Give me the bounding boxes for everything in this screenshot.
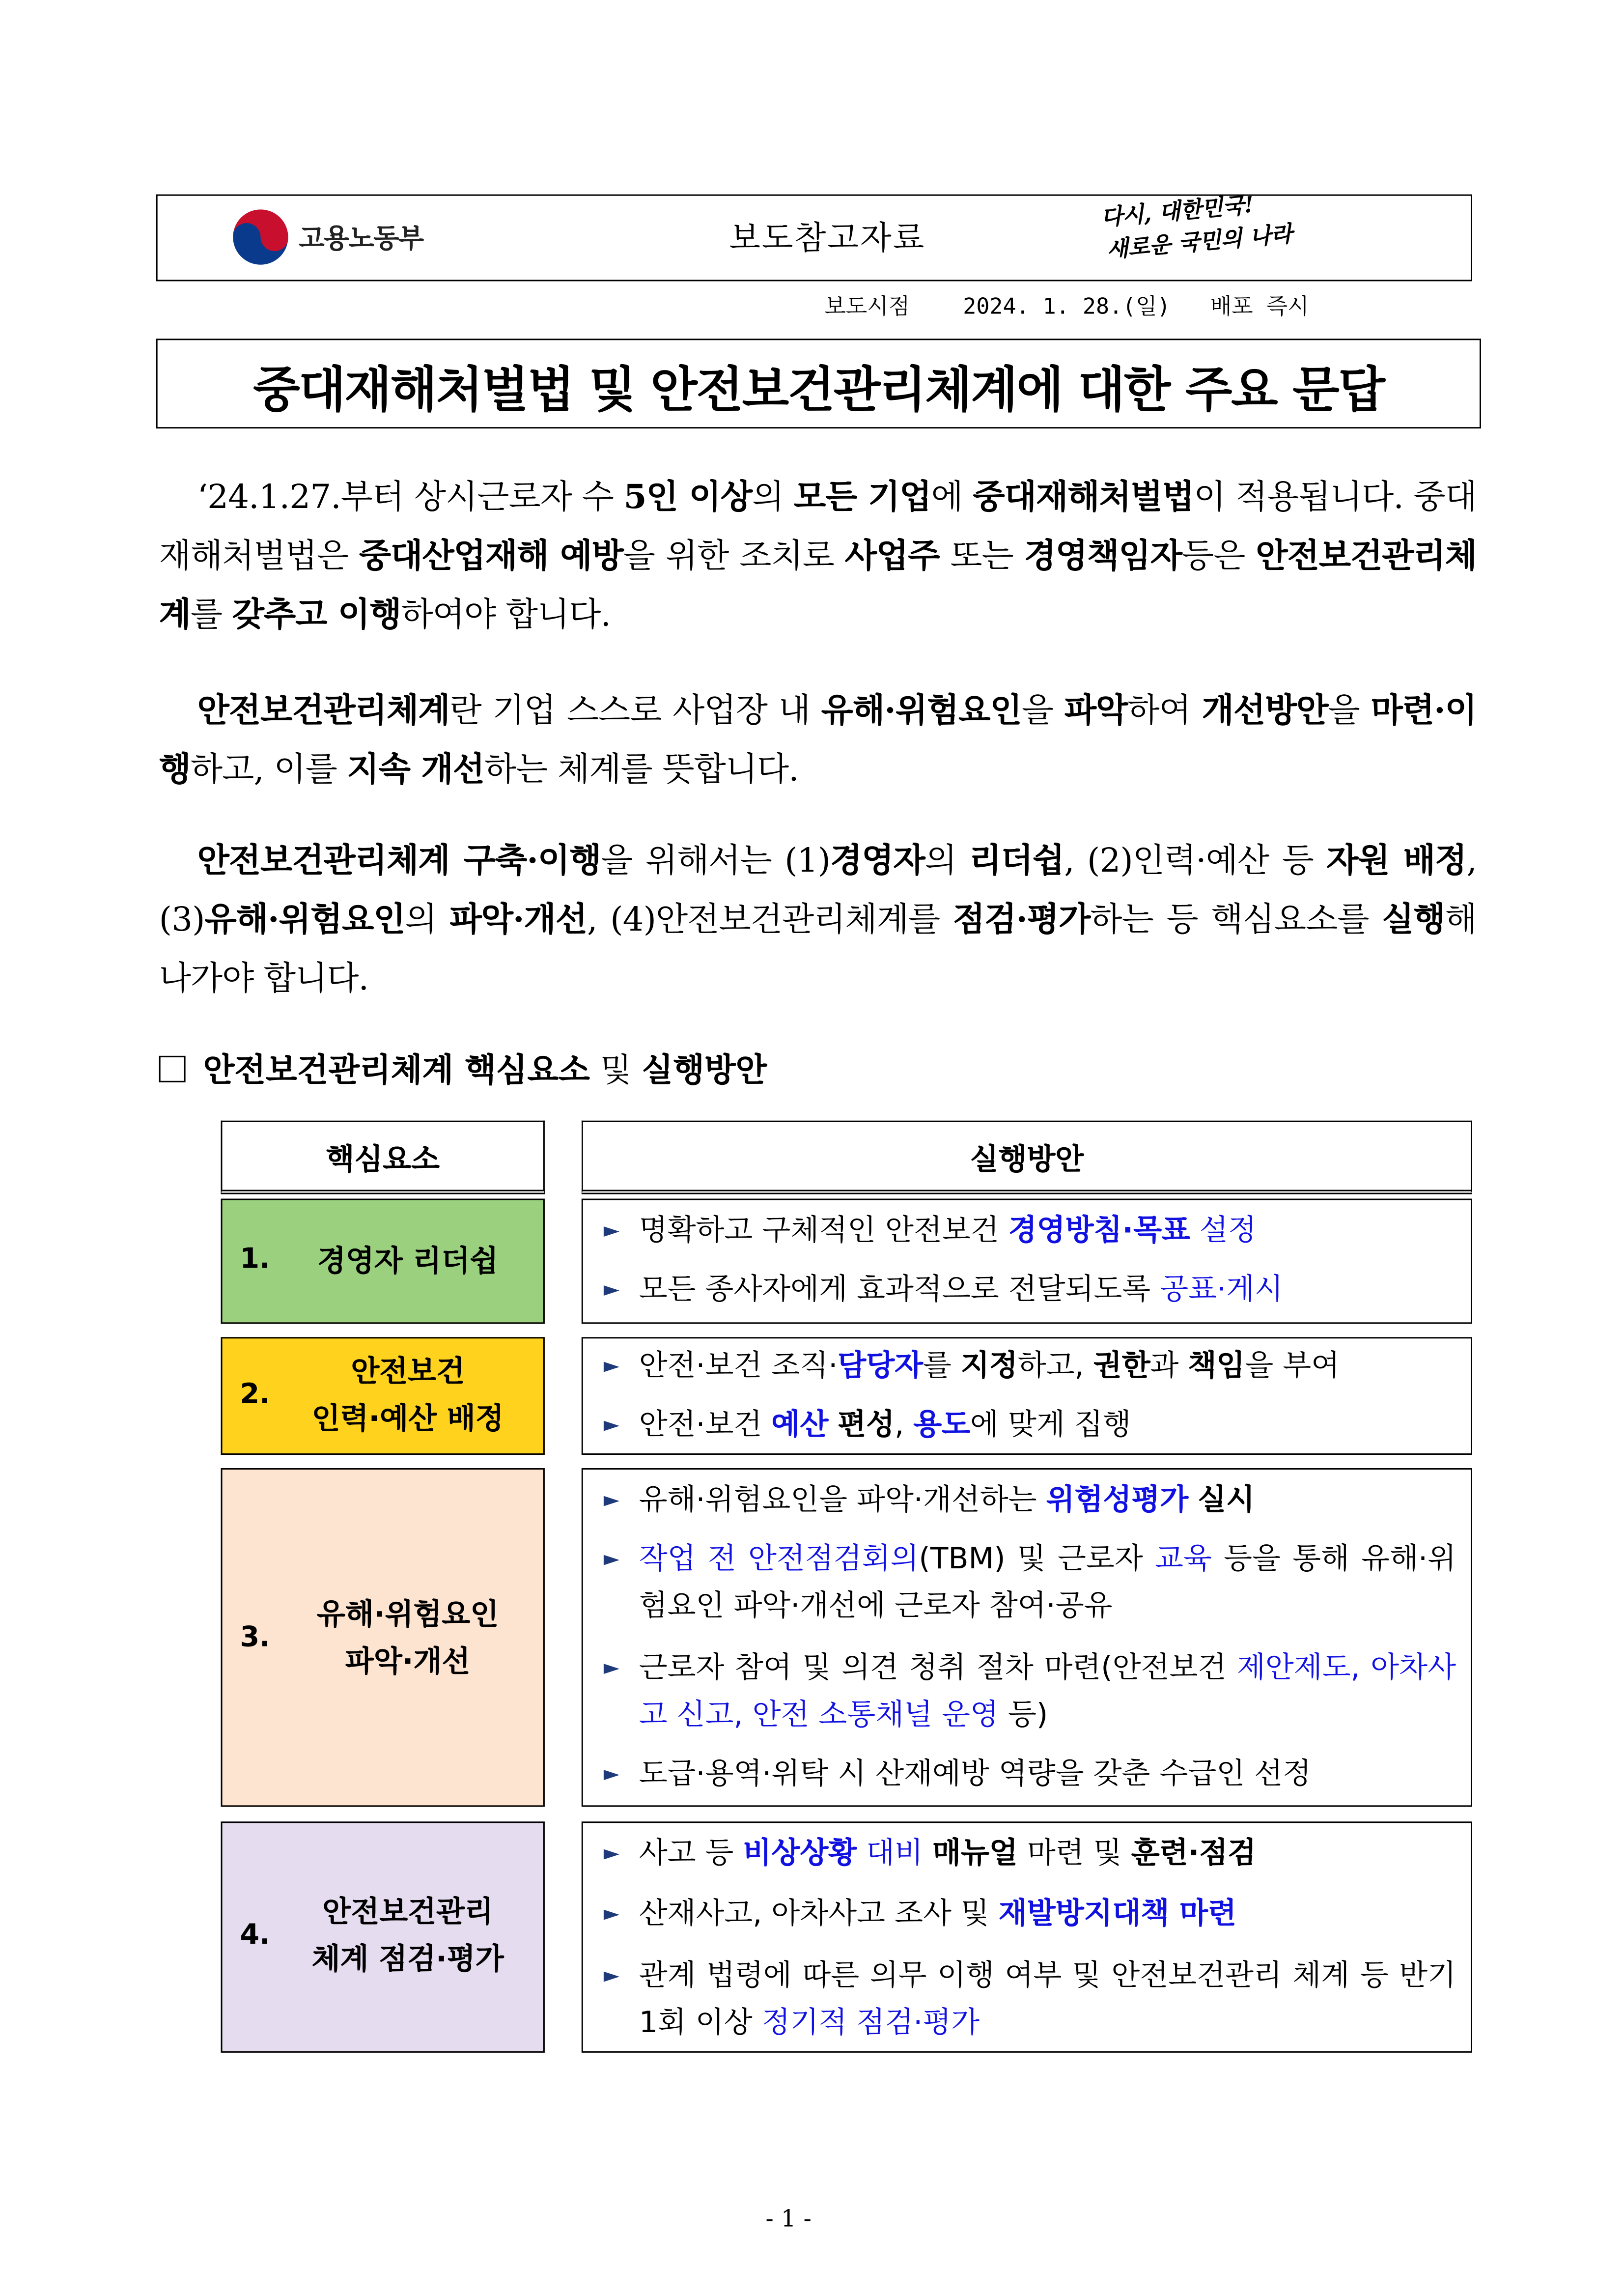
list-item-text: [639, 1265, 1456, 1313]
para1-run: 모든 기업: [793, 479, 931, 517]
list-item-segment: 관계 법령에 따른 의무 이행 여부 및 안전보건관리 체계 등 반기 1회 이상: [639, 1957, 1456, 2040]
list-item-segment: 경영방침·목표: [1008, 1212, 1190, 1247]
para2-run: 유해·위험요인: [821, 692, 1022, 731]
page-number: - 1 -: [765, 2204, 812, 2233]
list-item-segment: 안전·보건: [639, 1406, 772, 1442]
list-item-segment: ,: [895, 1406, 914, 1442]
para1-run: 중대재해처벌법: [973, 479, 1194, 517]
bullet-triangle-icon: ►: [603, 1842, 620, 1866]
list-item-segment: 등): [998, 1696, 1048, 1732]
list-item-segment: 정기적 점검·평가: [761, 2004, 980, 2040]
list-item-segment: 산재사고, 아차사고 조사 및: [639, 1895, 999, 1931]
paragraph-2: [159, 682, 1477, 800]
core-element-label: 경영자 리더쉽: [317, 1243, 499, 1278]
para3-run: 점검·평가: [952, 901, 1091, 940]
bullet-triangle-icon: ►: [603, 1964, 620, 1988]
table-header-right: 실행방안: [582, 1121, 1472, 1194]
para3-run: 리더쉽: [969, 842, 1064, 881]
para2-run: 파악: [1064, 692, 1128, 731]
bullet-triangle-icon: ►: [603, 1414, 620, 1438]
para1-run: 를: [190, 596, 232, 635]
list-item-text: [639, 1889, 1456, 1938]
list-item: [604, 1829, 1456, 1877]
para1-run: 안전보건관리체계: [159, 537, 1477, 635]
action-list-1: [582, 1199, 1472, 1324]
page-title: 중대재해처벌법 및 안전보건관리체계에 대한 주요 문답: [253, 361, 1384, 419]
list-item-text: [639, 1475, 1456, 1524]
para1-run: 에: [931, 479, 973, 517]
core-element-label-line2: 파악·개선: [345, 1643, 471, 1679]
para2-run: 안전보건관리체계: [197, 692, 450, 731]
section-heading: [159, 1046, 767, 1091]
section-heading-part2: 및: [589, 1052, 642, 1090]
org-name: 고용노동부: [299, 224, 423, 255]
list-item-segment: 비상상황: [743, 1835, 857, 1871]
list-item-segment: 대비: [857, 1835, 933, 1871]
para3-run: , (3): [159, 842, 1477, 940]
core-element-number: 1.: [240, 1243, 270, 1276]
ministry-logo: [231, 208, 467, 267]
bullet-triangle-icon: ►: [603, 1488, 620, 1512]
list-item-segment: 하고,: [1017, 1347, 1093, 1383]
taegeuk-logo-icon: [231, 208, 290, 267]
bullet-triangle-icon: ►: [603, 1656, 620, 1680]
list-item-text: [639, 1206, 1456, 1255]
para3-run: 해 나가야 합니다.: [159, 901, 1477, 998]
list-item-segment: 을 부여: [1245, 1347, 1340, 1383]
para1-run: 이 적용됩니다. 중대재해처벌법은: [159, 479, 1477, 576]
core-element-1: [221, 1199, 545, 1324]
core-element-number: 3.: [240, 1621, 270, 1654]
slogan-line-1: 다시, 대한민국!: [1100, 191, 1255, 231]
core-element-number: 2.: [240, 1378, 270, 1411]
para3-run: , (4)안전보건관리체계를: [587, 901, 953, 940]
para2-run: 마련·이행: [159, 692, 1477, 790]
para2-run: 을: [1021, 692, 1064, 731]
list-item-segment: 예산: [771, 1406, 829, 1442]
list-item-segment: 도급·용역·위탁 시 산재예방 역량을 갖춘 수급인 선정: [639, 1755, 1312, 1791]
list-item-segment: 지정: [961, 1347, 1018, 1383]
para1-run: 경영책임자: [1024, 537, 1182, 576]
para3-run: 실행: [1382, 901, 1445, 940]
list-item-segment: 용도: [913, 1406, 971, 1442]
section-heading-part1: 안전보건관리체계 핵심요소: [203, 1051, 590, 1090]
list-item-text: [639, 1749, 1456, 1798]
core-element-label-line2: 인력·예산 배정: [311, 1400, 504, 1436]
para2-run: 지속 개선: [347, 751, 485, 790]
paragraph-1: [159, 468, 1477, 645]
list-item-segment: [1188, 1481, 1198, 1517]
list-item-segment: 마련 및: [1017, 1835, 1131, 1871]
para1-run: 5인 이상: [623, 479, 753, 517]
core-element-label-line2: 체계 점검·평가: [311, 1941, 504, 1976]
list-item-segment: 작업 전 안전점검회의: [639, 1540, 919, 1576]
para1-run: ‘24.1.27.: [197, 479, 341, 517]
list-item-text: [639, 1644, 1456, 1738]
core-element-2: [221, 1337, 545, 1455]
list-item-segment: 공표·게시: [1160, 1271, 1283, 1306]
list-item: [604, 1951, 1456, 2045]
list-item-segment: 모든 종사자에게 효과적으로 전달되도록: [639, 1271, 1160, 1306]
list-item-text: [639, 1829, 1456, 1877]
paragraph-3: [159, 832, 1477, 1009]
list-item-segment: 위험성평가: [1046, 1481, 1189, 1517]
action-list-4: [582, 1821, 1472, 2053]
list-item-segment: 유해·위험요인을 파악·개선하는: [639, 1481, 1046, 1517]
list-item-segment: 담당자: [838, 1347, 924, 1383]
list-item-segment: 설정: [1190, 1212, 1257, 1247]
para2-run: 하는 체계를 뜻합니다.: [484, 751, 799, 790]
list-item: [604, 1534, 1456, 1629]
list-item: [604, 1206, 1456, 1255]
list-item-segment: 훈련·점검: [1131, 1835, 1257, 1871]
para1-run: 사업주: [844, 537, 940, 576]
list-item: [604, 1265, 1456, 1313]
list-item: [604, 1749, 1456, 1798]
para1-run: 하여야 합니다.: [401, 596, 611, 635]
bullet-triangle-icon: ►: [603, 1355, 620, 1379]
bullet-triangle-icon: ►: [603, 1547, 620, 1571]
release-date: 보도시점 2024. 1. 28.(일) 배포 즉시: [824, 293, 1309, 320]
para1-run: 또는: [939, 537, 1024, 576]
bullet-triangle-icon: ►: [603, 1278, 620, 1302]
title-box: [156, 339, 1481, 428]
para3-run: 을 위해서는 (1): [601, 842, 831, 881]
list-item: [604, 1889, 1456, 1938]
list-item-text: [639, 1534, 1456, 1629]
list-item-segment: 책임: [1188, 1347, 1245, 1383]
section-heading-part3: 실행방안: [642, 1051, 767, 1090]
para3-run: 경영자: [830, 842, 925, 881]
core-element-label-line1: 유해·위험요인: [317, 1596, 499, 1632]
list-item-segment: 안전·보건 조직·: [639, 1347, 838, 1383]
list-item-segment: 편성: [838, 1406, 895, 1442]
list-item-segment: 재발방지대책 마련: [998, 1895, 1237, 1931]
list-item: [604, 1475, 1456, 1524]
core-element-label-line1: 안전보건관리: [322, 1894, 493, 1929]
para1-run: 을 위한 조치로: [623, 537, 845, 576]
list-item: [604, 1400, 1456, 1449]
core-element-3: [221, 1468, 545, 1807]
core-element-label-line1: 안전보건: [351, 1353, 465, 1389]
para2-run: 란 기업 스스로 사업장 내: [449, 692, 821, 731]
list-item: [604, 1644, 1456, 1738]
action-list-2: [582, 1337, 1472, 1455]
list-item-segment: 에 맞게 집행: [970, 1406, 1131, 1442]
list-item-segment: 명확하고 구체적인 안전보건: [639, 1212, 1008, 1247]
para1-run: 중대산업재해 예방: [359, 537, 623, 576]
slogan: [1100, 171, 1458, 275]
list-item-segment: (TBM) 및 근로자: [919, 1540, 1155, 1576]
list-item: [604, 1341, 1456, 1390]
list-item-text: [639, 1400, 1456, 1449]
bullet-triangle-icon: ►: [603, 1902, 620, 1927]
para3-run: 유해·위험요인: [204, 901, 405, 940]
doc-type: 보도참고자료: [729, 221, 926, 258]
para1-run: 의: [752, 479, 794, 517]
core-element-number: 4.: [240, 1919, 270, 1952]
list-item-segment: 등을 통해 유해·위험요인 파악·개선에 근로자 참여·공유: [639, 1540, 1456, 1623]
para2-run: 을: [1328, 692, 1371, 731]
para2-run: 하여: [1127, 692, 1202, 731]
list-item-segment: 교육: [1155, 1540, 1212, 1576]
header-box: [156, 191, 1472, 282]
para2-run: 하고, 이를: [190, 751, 347, 790]
list-item-segment: 권한: [1093, 1347, 1150, 1383]
para1-run: 갖추고 이행: [232, 596, 401, 635]
core-element-4: [221, 1821, 545, 2053]
para1-run: 등은: [1181, 537, 1256, 576]
list-item-segment: 실시: [1198, 1481, 1255, 1517]
para3-run: 자원 배정: [1326, 842, 1467, 881]
para3-run: 의: [405, 901, 450, 940]
list-item-text: [639, 1341, 1456, 1390]
checkbox-square-icon: [159, 1055, 186, 1081]
bullet-triangle-icon: ►: [603, 1219, 620, 1243]
para1-run: 부터 상시근로자 수: [340, 479, 624, 517]
table-header-left: 핵심요소: [221, 1121, 545, 1194]
list-item-segment: [828, 1406, 838, 1442]
list-item-segment: 를: [923, 1347, 961, 1383]
list-item-segment: 매뉴얼: [932, 1835, 1018, 1871]
action-list-3: [582, 1468, 1472, 1807]
slogan-line-2: 새로운 국민의 나라: [1105, 220, 1294, 263]
para2-run: 개선방안: [1202, 692, 1328, 731]
list-item-segment: 제안제도, 아차사고 신고, 안전 소통채널 운영: [639, 1649, 1456, 1732]
para3-run: 의: [924, 842, 970, 881]
list-item-segment: 근로자 참여 및 의견 청취 절차 마련(안전보건: [639, 1649, 1237, 1685]
list-item-segment: 과: [1150, 1347, 1188, 1383]
para3-run: 안전보건관리체계 구축·이행: [197, 842, 601, 881]
list-item-segment: 사고 등: [639, 1835, 743, 1871]
list-item-text: [639, 1951, 1456, 2045]
bullet-triangle-icon: ►: [603, 1762, 620, 1786]
para3-run: 하는 등 핵심요소를: [1090, 901, 1382, 940]
para3-run: , (2)인력·예산 등: [1064, 842, 1327, 881]
para3-run: 파악·개선: [449, 901, 588, 940]
